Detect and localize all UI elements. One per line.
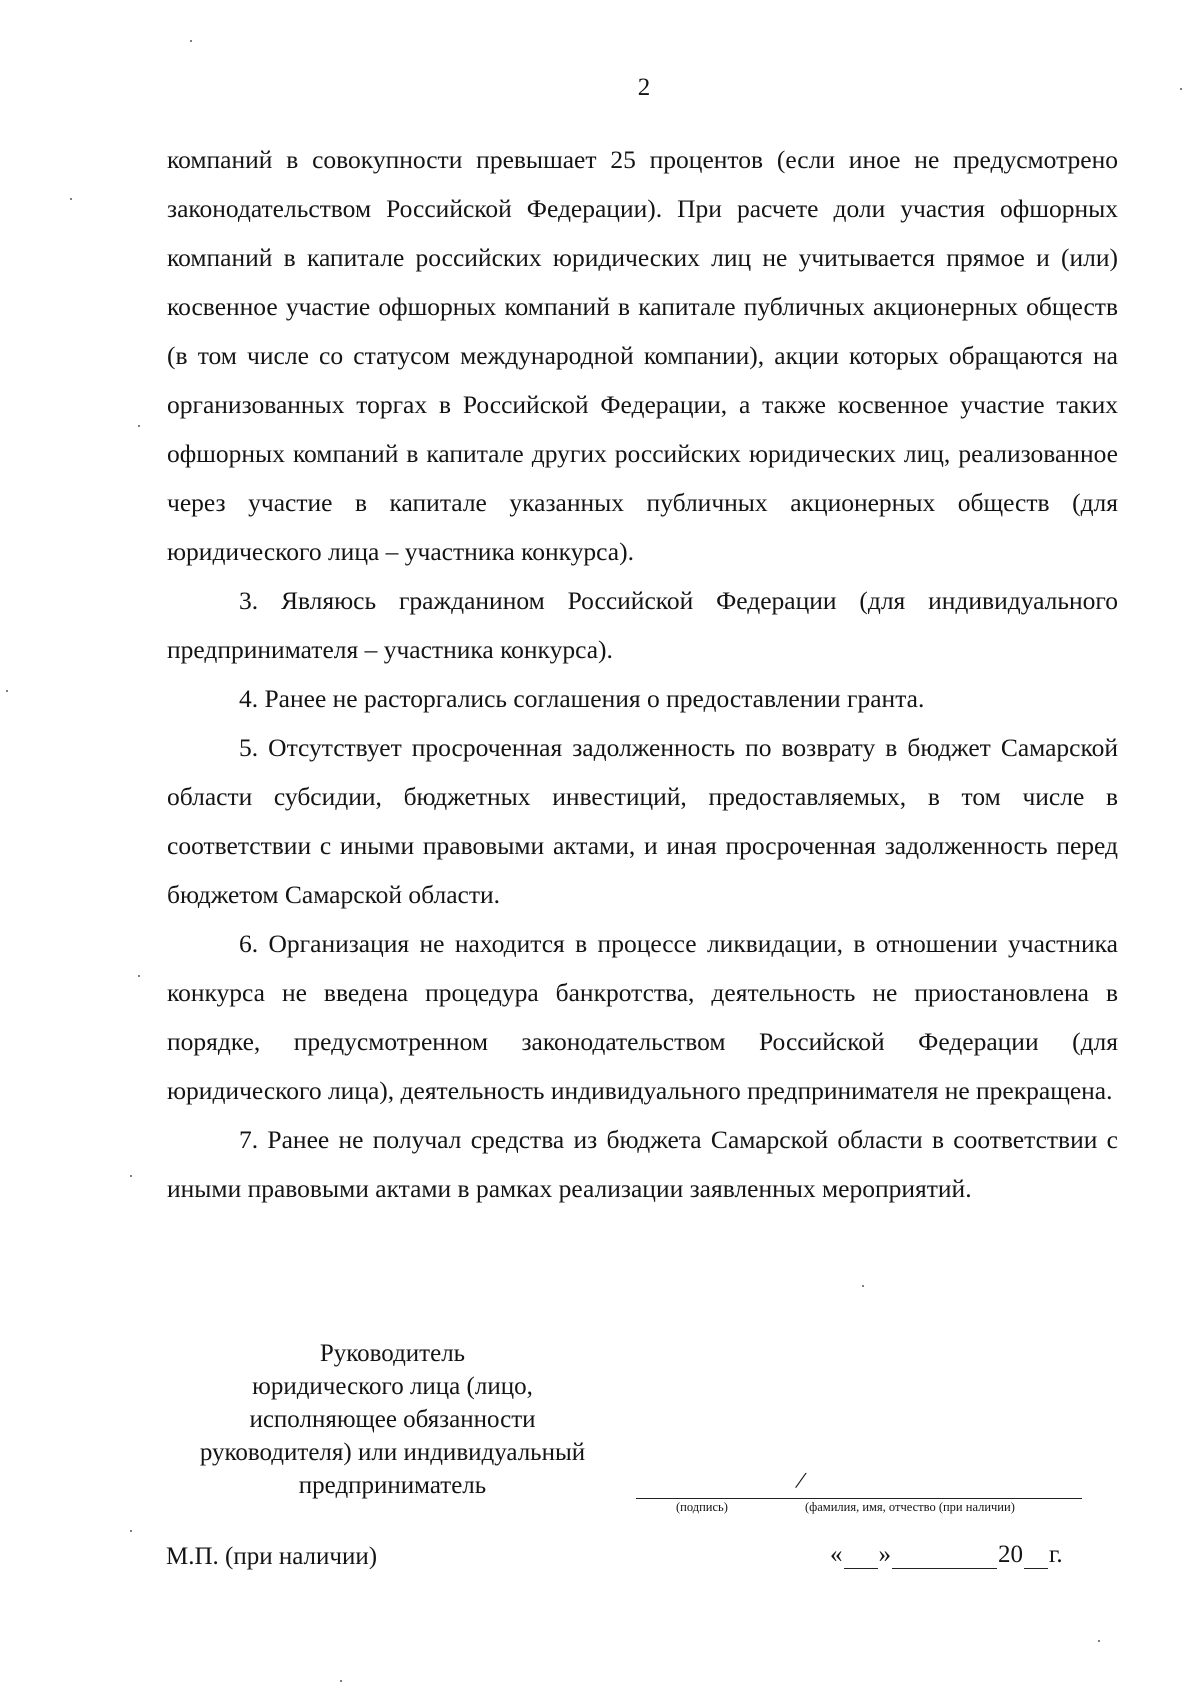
signature-caption: (подпись) bbox=[676, 1500, 728, 1514]
date-field bbox=[830, 1541, 1063, 1569]
signatory-line: руководителя) или индивидуальный bbox=[199, 1439, 586, 1466]
paragraph-7: 7. Ранее не получал средства из бюджета Самарской области в соответствии с иными правовыми актами в рамках реализации заявленных мероприятий. bbox=[167, 1125, 1118, 1203]
month-blank bbox=[892, 1546, 997, 1569]
signature-separator: / bbox=[795, 1467, 806, 1495]
scan-speck bbox=[862, 1285, 864, 1287]
signatory-line: юридического лица (лицо, bbox=[252, 1373, 533, 1400]
signatory-line: предприниматель bbox=[298, 1472, 487, 1499]
signatory-line: исполняющее обязанности bbox=[249, 1406, 536, 1433]
date-open-quote: « bbox=[830, 1541, 843, 1568]
scan-speck bbox=[130, 1175, 132, 1177]
name-caption: (фамилия, имя, отчество (при наличии) bbox=[805, 1500, 1015, 1514]
scan-speck bbox=[6, 690, 8, 692]
scan-speck bbox=[130, 1530, 132, 1532]
page-number: 2 bbox=[637, 74, 651, 101]
paragraph-3: 3. Являюсь гражданином Российской Федерации (для индивидуального предпринимателя – участника конкурса). bbox=[167, 586, 1118, 664]
scan-speck bbox=[1180, 88, 1182, 90]
scan-speck bbox=[138, 425, 140, 427]
signatory-line: Руководитель bbox=[319, 1340, 466, 1367]
scan-speck bbox=[70, 198, 72, 200]
year-blank bbox=[1024, 1546, 1048, 1569]
scan-speck bbox=[190, 40, 192, 42]
scan-speck bbox=[340, 1680, 342, 1682]
year-prefix: 20 bbox=[998, 1541, 1023, 1568]
scan-speck bbox=[138, 975, 140, 977]
paragraph-4: 4. Ранее не расторгались соглашения о предоставлении гранта. bbox=[239, 684, 925, 713]
signature-line bbox=[636, 1498, 1082, 1499]
stamp-label: М.П. (при наличии) bbox=[166, 1543, 378, 1570]
signatory-title bbox=[165, 1337, 620, 1502]
body-text bbox=[167, 135, 1118, 1213]
scan-speck bbox=[1098, 1640, 1100, 1642]
year-suffix: г. bbox=[1049, 1541, 1063, 1568]
paragraph-6: 6. Организация не находится в процессе ликвидации, в отношении участника конкурса не введена процедура банкротства, деятельность не приостановлена в порядке, предусмотренном законодательством Российской Федерации (для юридического лица), деятельность индивидуального предпринимателя не прекращена. bbox=[167, 929, 1118, 1105]
date-close-quote: » bbox=[878, 1541, 891, 1568]
paragraph-continuation: компаний в совокупности превышает 25 процентов (если иное не предусмотрено законодательством Российской Федерации). При расчете доли участия офшорных компаний в капитале российских юридических лиц не учитывается прямое и (или) косвенное участие офшорных компаний в капитале публичных акционерных обществ (в том числе со статусом международной компании), акции которых обращаются на организованных торгах в Российской Федерации, а также косвенное участие таких офшорных компаний в капитале других российских юридических лиц, реализованное через участие в капитале указанных публичных акционерных обществ (для юридического лица – участника конкурса). bbox=[167, 145, 1118, 566]
day-blank bbox=[844, 1546, 878, 1569]
paragraph-5: 5. Отсутствует просроченная задолженность по возврату в бюджет Самарской области субсидии, бюджетных инвестиций, предоставляемых, в том числе в соответствии с иными правовыми актами, и иная просроченная задолженность перед бюджетом Самарской области. bbox=[167, 733, 1118, 909]
